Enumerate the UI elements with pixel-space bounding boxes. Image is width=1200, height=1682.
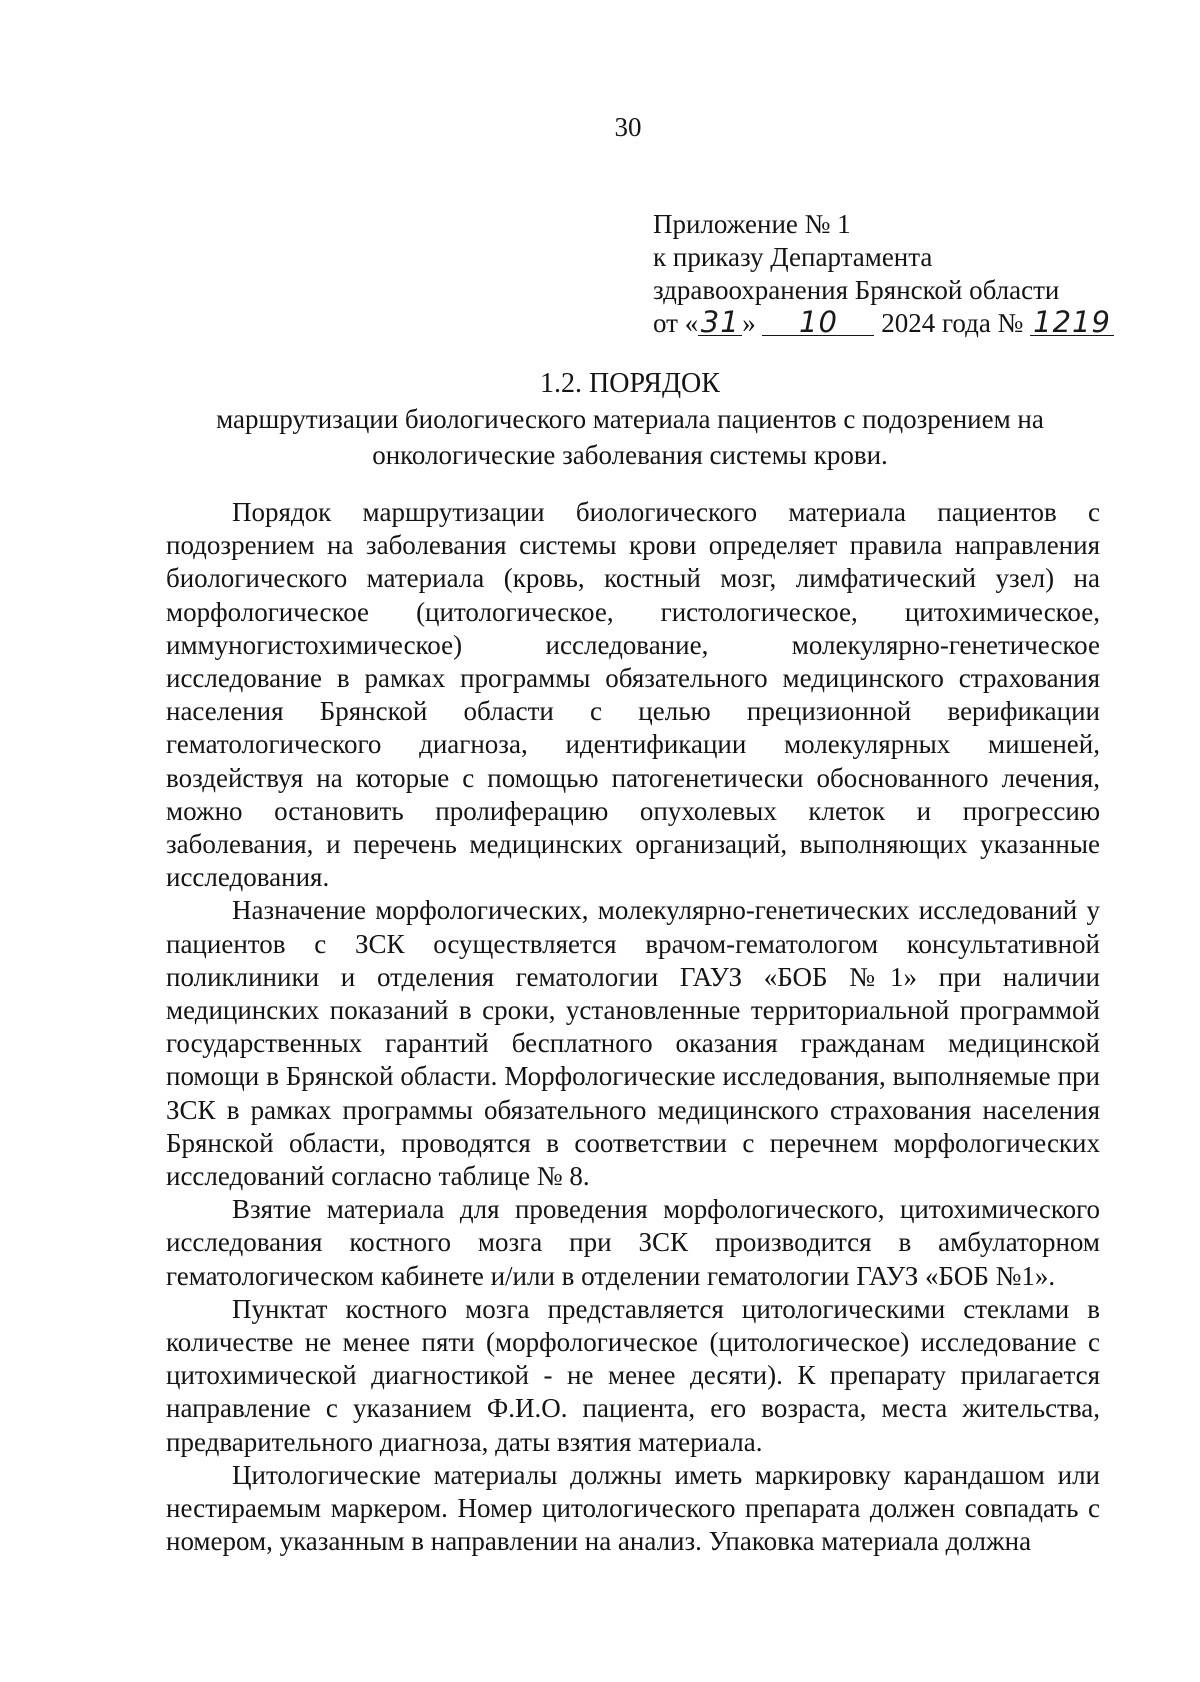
paragraph-2: Назначение морфологических, молекулярно-генетических исследований у пациентов с ЗСК осуществляется врачом-гематологом консультативной поликлиники и отделения гематологии ГАУЗ «БОБ №1» при наличии медицинских показаний в сроки, установленные территориальной программой государственных гарантий бесплатного оказания гражданам медицинской помощи в Брянской области. Морфологические исследования, выполняемые при ЗСК в рамках программы обязательного медицинского страхования населения Брянской области, проводятся в соответствии с перечнем морфологических исследований согласно таблице № 8. [166,895,1100,1192]
date-prefix: от « [653,308,699,338]
appendix-line-2: к приказу Департамента [653,242,933,272]
appendix-line-1: Приложение № 1 [653,209,851,239]
page-number: 30 [614,112,642,142]
paragraph-4: Пунктат костного мозга представляется цитологическими стеклами в количестве не менее пяти (морфологическое (цитологическое) исследование с цитохимической диагностикой - не менее десяти). К препарату прилагается направление с указанием Ф.И.О. пациента, его возраста, места жительства, предварительного диагноза, даты взятия материала. [166,1293,1100,1457]
document-title: 1.2. ПОРЯДОК [540,368,720,399]
paragraph-5: Цитологические материалы должны иметь маркировку карандашом или нестираемым маркером. Номер цитологического препарата должен совпадать с номером, указанным в направлении на анализ. Упаковка материала должна [166,1459,1100,1557]
paragraph-1: Порядок маршрутизации биологического материала пациентов с подозрением на заболевания системы крови определяет правила направления биологического материала (кровь, костный мозг, лимфатический узел) на морфологическое (цитологическое, гистологическое, цитохимическое, иммуногистохимическое) исследование, молекулярно-генетическое исследование в рамках программы обязательного медицинского страхования населения Брянской области с целью прецизионной верификации гематологического диагноза, идентификации молекулярных мишеней, воздействуя на которые с помощью патогенетически обоснованного лечения, можно остановить пролиферацию опухолевых клеток и прогрессию заболевания, и перечень медицинских организаций, выполняющих указанные исследования. [166,497,1100,893]
handwritten-order-number: 1219 [1033,305,1111,339]
handwritten-month: 10 [799,305,838,339]
year-text: 2024 года № [881,308,1024,338]
document-heading [166,366,1094,473]
handwritten-day: 31 [700,305,740,339]
date-mid: » [742,308,756,338]
paragraph-3: Взятие материала для проведения морфологического, цитохимического исследования костного мозга при ЗСК производится в амбулаторном гематологическом кабинете и/или в отделении гематологии ГАУЗ «БОБ №1». [166,1194,1100,1291]
document-body [166,496,1100,1559]
appendix-date-line [653,307,1114,340]
day-blank [698,305,742,339]
appendix-line-3: здравоохранения Брянской области [653,275,1060,305]
appendix-header [653,208,1114,340]
document-subtitle: маршрутизации биологического материала пациентов с подозрением на онкологические заболевания системы крови. [216,404,1044,470]
month-blank [762,305,874,339]
order-number-blank [1030,305,1114,339]
